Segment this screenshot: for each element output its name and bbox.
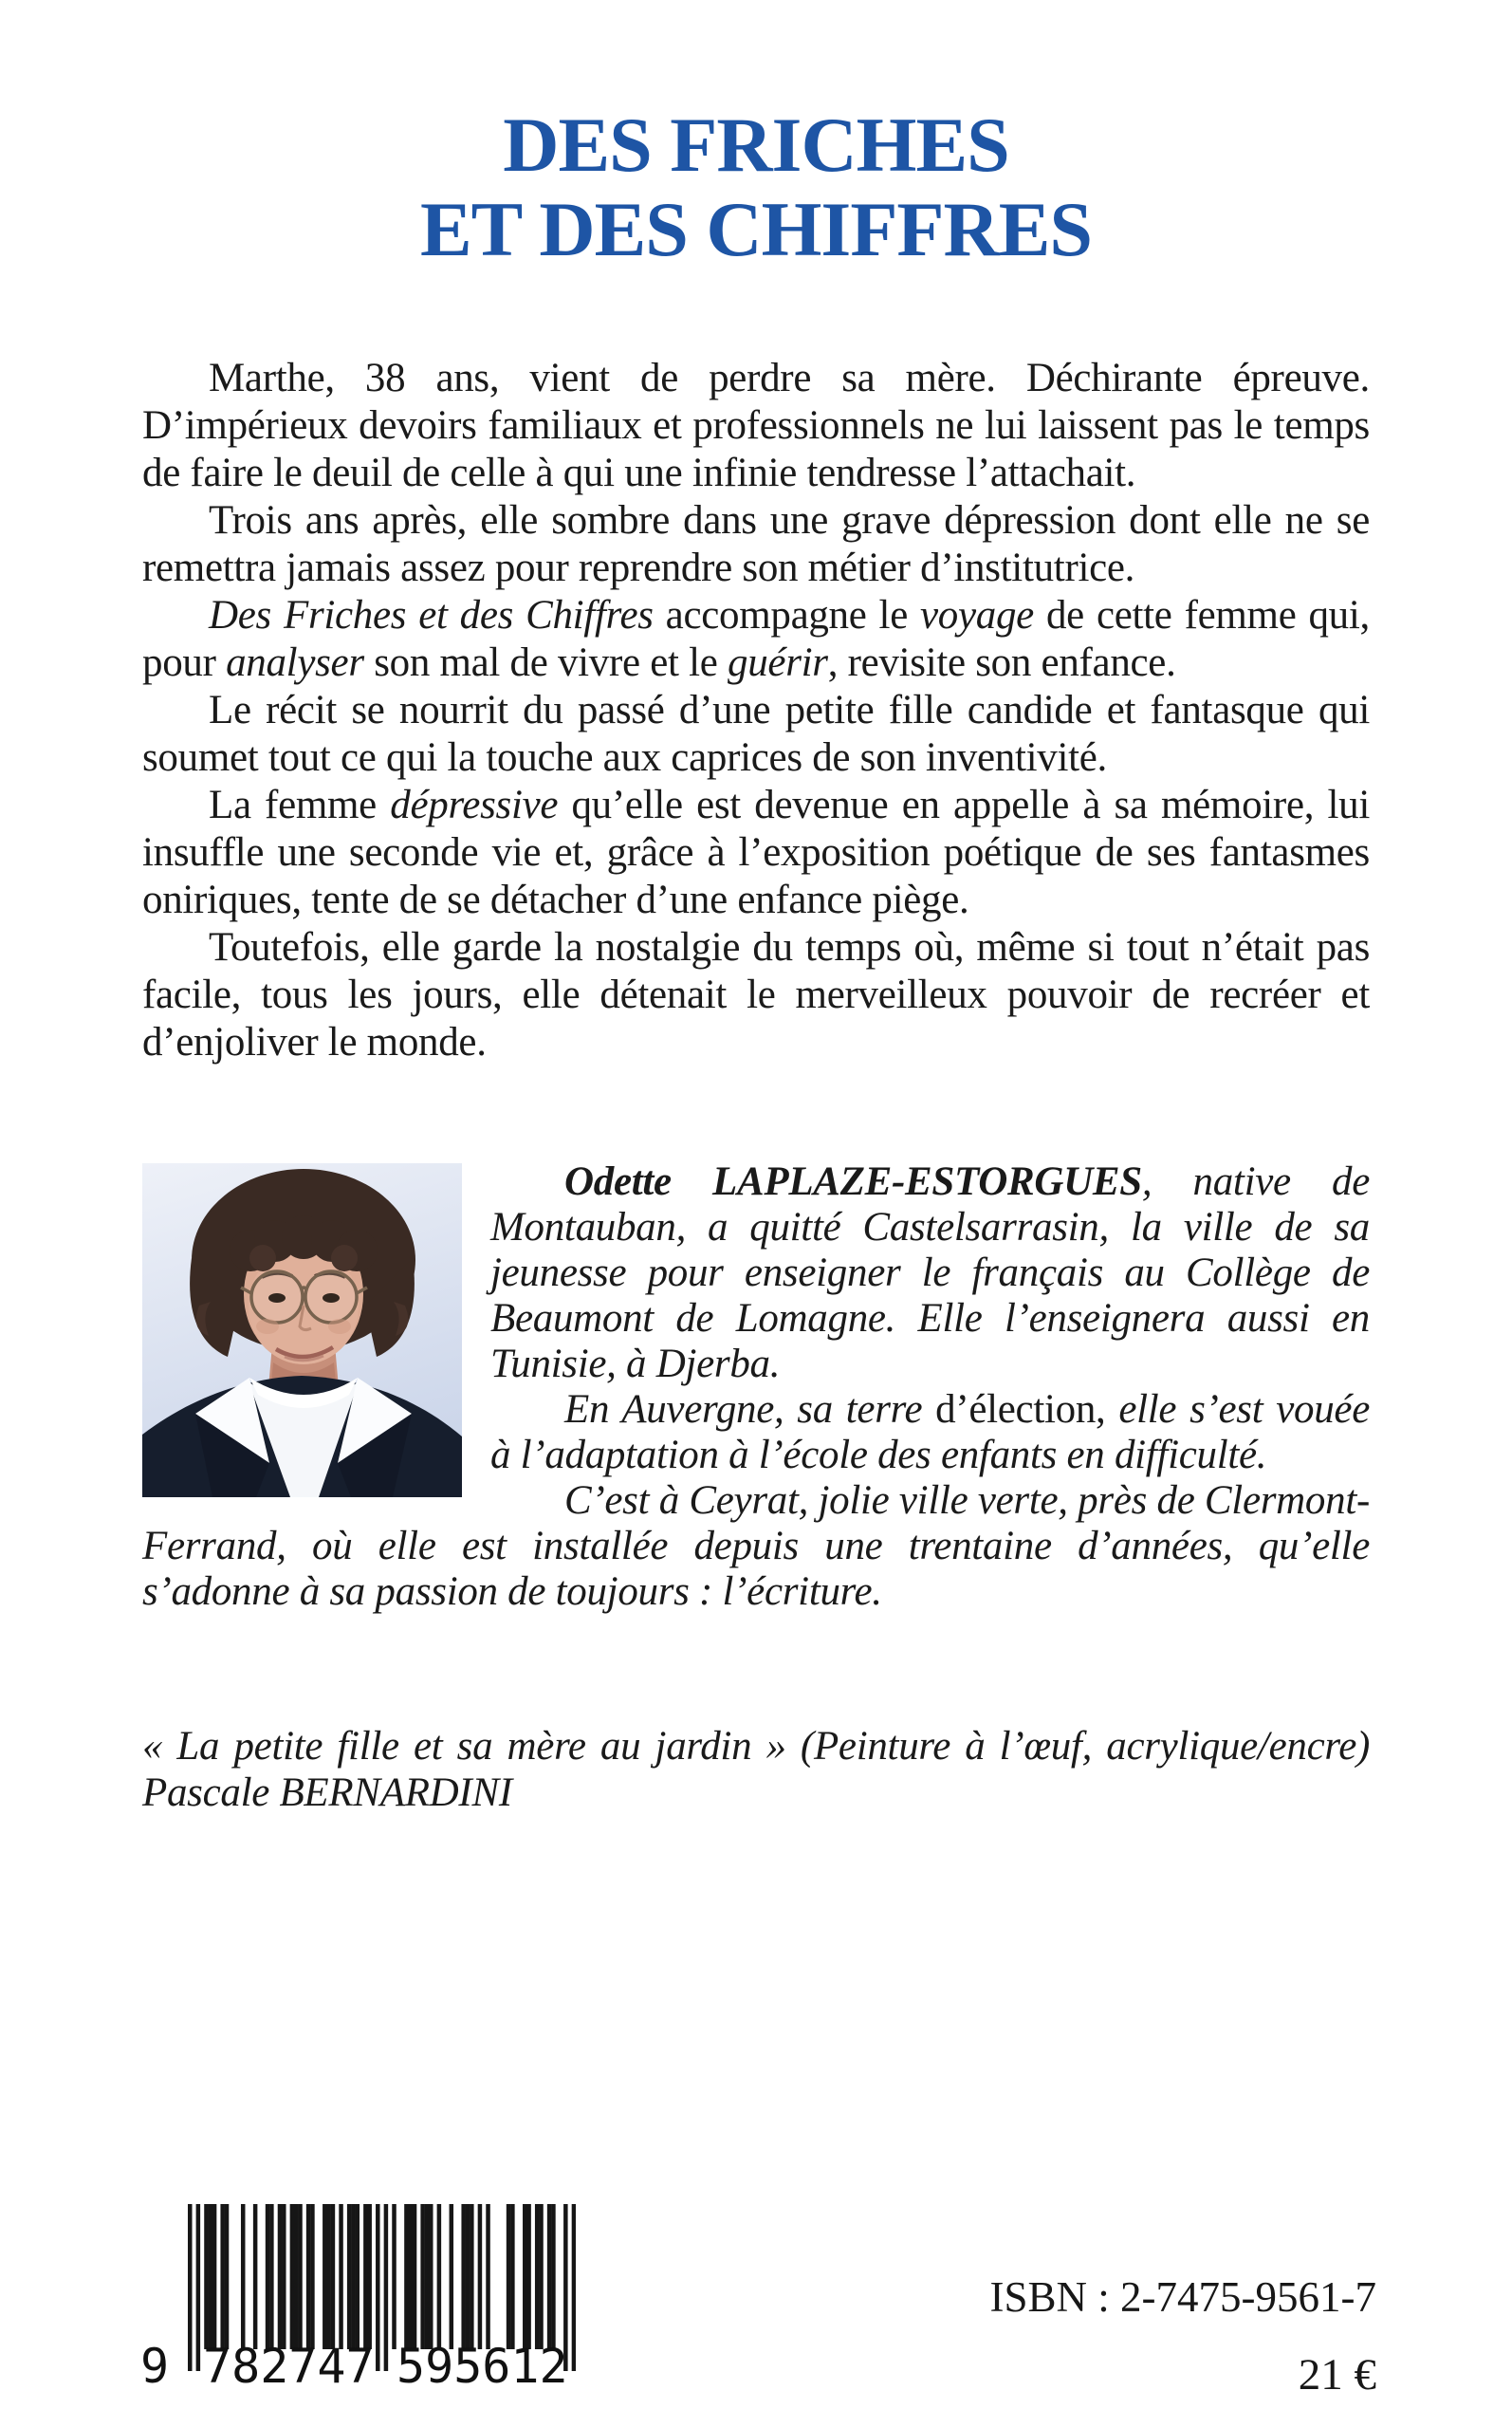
book-title-line1: DES FRICHES — [503, 102, 1009, 188]
bio-paragraph-3 — [142, 1478, 1370, 1615]
book-title-mention: Des Friches et des Chiffres — [209, 593, 654, 638]
synopsis-paragraph-6 — [142, 924, 1370, 1066]
text-run: La femme — [209, 783, 391, 827]
book-title-line2: ET DES CHIFFRES — [419, 186, 1093, 272]
text-run: C’est à Ceyrat, jolie ville verte, près de Clermont-Ferrand, où elle est installée depuis une trentaine d’années, qu’elle s’adonne à sa passion de toujours : l’écriture. — [142, 1478, 1370, 1614]
text-run: En Auvergne, sa terre — [564, 1387, 936, 1432]
barcode-digits-group2: 595612 — [396, 2339, 568, 2394]
author-portrait-illustration — [142, 1163, 462, 1497]
cover-art-caption — [142, 1723, 1370, 1816]
text-run: , revisite son enfance. — [827, 640, 1176, 685]
author-bio — [142, 1159, 1370, 1615]
text-run-italic: analyser — [226, 640, 364, 685]
text-run: qu’elle est devenue en appelle à sa mémoire, lui insuffle une seconde vie et, grâce à l’exposition poétique de ses fantasmes oniriques, tente de se détacher d’une enfance piège. — [142, 783, 1370, 922]
synopsis — [142, 355, 1370, 1066]
text-run-italic: guérir — [728, 640, 828, 685]
barcode-digit-leading: 9 — [140, 2339, 170, 2394]
author-photo — [142, 1163, 462, 1497]
price-label: 21 € — [1298, 2350, 1376, 2400]
text-run: son mal de vivre et le — [363, 640, 728, 685]
synopsis-paragraph-2 — [142, 497, 1370, 592]
text-run: de cette femme qui, pour — [142, 593, 1370, 685]
text-run: Le récit se nourrit du passé d’une petite fille candide et fantasque qui soumet tout ce qui la touche aux caprices de son inventivité. — [142, 688, 1370, 780]
book-title — [0, 102, 1512, 271]
text-run: accompagne le — [653, 593, 920, 638]
synopsis-paragraph-4 — [142, 687, 1370, 782]
text-run: Marthe, 38 ans, vient de perdre sa mère. Déchirante épreuve. D’impérieux devoirs familiaux et professionnels ne lui laissent pas le temps de faire le deuil de celle à qui une infinie tendresse l’attachait. — [142, 356, 1370, 495]
synopsis-paragraph-3 — [142, 592, 1370, 687]
caption-line1: « La petite fille et sa mère au jardin » (Peinture à l’œuf, acrylique/encre) — [142, 1724, 1370, 1769]
text-run-roman: d’élection, — [935, 1387, 1106, 1432]
barcode-digits-group1: 782747 — [203, 2339, 375, 2394]
text-run: Toutefois, elle garde la nostalgie du temps où, même si tout n’était pas facile, tous les jours, elle détenait le merveilleux pouvoir de recréer et d’enjoliver le monde. — [142, 925, 1370, 1065]
text-run-italic: voyage — [919, 593, 1034, 638]
text-run: Trois ans après, elle sombre dans une grave dépression dont elle ne se remettra jamais assez pour reprendre son métier d’institutrice. — [142, 498, 1370, 590]
text-run-italic: dépressive — [390, 783, 559, 827]
synopsis-paragraph-5 — [142, 782, 1370, 924]
synopsis-paragraph-1 — [142, 355, 1370, 497]
text-run: , native de Montauban, a quitté Castelsarrasin, la ville de sa jeunesse pour enseigner le français au Collège de Beaumont de Lomagne. Elle l’enseignera aussi en Tunisie, à Djerba. — [490, 1159, 1370, 1386]
caption-artist-name: Pascale BERNARDINI — [142, 1770, 512, 1815]
isbn-label: ISBN : 2-7475-9561-7 — [989, 2273, 1376, 2321]
text-run: elle s’est vouée à l’adaptation à l’école des enfants en difficulté. — [490, 1387, 1370, 1477]
author-name: Odette LAPLAZE-ESTORGUES — [564, 1159, 1142, 1204]
